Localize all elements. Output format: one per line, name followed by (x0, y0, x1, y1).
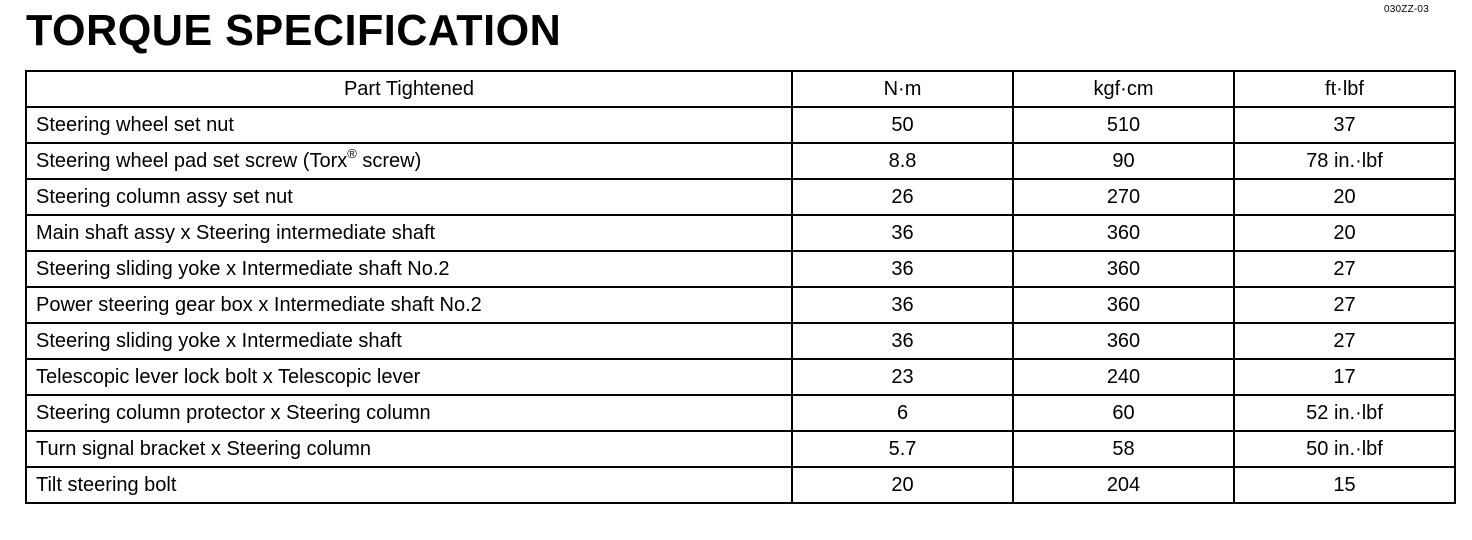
cell-part: Tilt steering bolt (26, 467, 792, 503)
table-row (26, 107, 1455, 143)
cell-kgfcm: 270 (1013, 179, 1234, 215)
table-row (26, 215, 1455, 251)
cell-kgfcm: 360 (1013, 323, 1234, 359)
cell-kgfcm: 240 (1013, 359, 1234, 395)
cell-kgfcm: 204 (1013, 467, 1234, 503)
cell-part: Telescopic lever lock bolt x Telescopic lever (26, 359, 792, 395)
header-kgfcm: kgf·cm (1013, 71, 1234, 107)
cell-nm: 36 (792, 323, 1013, 359)
cell-kgfcm: 58 (1013, 431, 1234, 467)
table-row (26, 395, 1455, 431)
cell-part: Steering sliding yoke x Intermediate shaft (26, 323, 792, 359)
cell-ftlbf: 78 in.·lbf (1234, 143, 1455, 179)
cell-nm: 5.7 (792, 431, 1013, 467)
cell-ftlbf: 15 (1234, 467, 1455, 503)
table-row (26, 431, 1455, 467)
registered-mark: ® (347, 146, 357, 161)
table-row (26, 143, 1455, 179)
cell-kgfcm: 510 (1013, 107, 1234, 143)
cell-kgfcm: 360 (1013, 251, 1234, 287)
table-row (26, 323, 1455, 359)
cell-nm: 6 (792, 395, 1013, 431)
cell-ftlbf: 20 (1234, 179, 1455, 215)
cell-ftlbf: 17 (1234, 359, 1455, 395)
cell-ftlbf: 27 (1234, 251, 1455, 287)
cell-nm: 50 (792, 107, 1013, 143)
cell-part: Main shaft assy x Steering intermediate shaft (26, 215, 792, 251)
cell-part: Steering wheel set nut (26, 107, 792, 143)
header-part-tightened: Part Tightened (26, 71, 792, 107)
cell-nm: 36 (792, 251, 1013, 287)
cell-kgfcm: 60 (1013, 395, 1234, 431)
table-row (26, 251, 1455, 287)
cell-part: Steering sliding yoke x Intermediate shaft No.2 (26, 251, 792, 287)
cell-ftlbf: 50 in.·lbf (1234, 431, 1455, 467)
cell-nm: 36 (792, 215, 1013, 251)
cell-nm: 23 (792, 359, 1013, 395)
cell-part: Power steering gear box x Intermediate shaft No.2 (26, 287, 792, 323)
header-ftlbf: ft·lbf (1234, 71, 1455, 107)
cell-nm: 8.8 (792, 143, 1013, 179)
document-code: 030ZZ-03 (1384, 4, 1429, 15)
table-header-row (26, 71, 1455, 107)
cell-ftlbf: 52 in.·lbf (1234, 395, 1455, 431)
cell-part-suffix: screw) (356, 150, 422, 172)
cell-kgfcm: 360 (1013, 287, 1234, 323)
cell-part: Turn signal bracket x Steering column (26, 431, 792, 467)
cell-kgfcm: 90 (1013, 143, 1234, 179)
cell-part: Steering column assy set nut (26, 179, 792, 215)
cell-part-text: Steering wheel pad set screw (Torx (36, 150, 348, 172)
page-title: TORQUE SPECIFICATION (26, 6, 562, 55)
table-row (26, 179, 1455, 215)
cell-part: Steering column protector x Steering column (26, 395, 792, 431)
cell-kgfcm: 360 (1013, 215, 1234, 251)
header-nm: N·m (792, 71, 1013, 107)
cell-ftlbf: 20 (1234, 215, 1455, 251)
cell-ftlbf: 27 (1234, 323, 1455, 359)
cell-nm: 36 (792, 287, 1013, 323)
table-row (26, 467, 1455, 503)
torque-spec-table (25, 70, 1456, 504)
cell-ftlbf: 37 (1234, 107, 1455, 143)
cell-nm: 20 (792, 467, 1013, 503)
cell-nm: 26 (792, 179, 1013, 215)
table-row (26, 287, 1455, 323)
cell-part (26, 143, 792, 179)
cell-ftlbf: 27 (1234, 287, 1455, 323)
table-row (26, 359, 1455, 395)
